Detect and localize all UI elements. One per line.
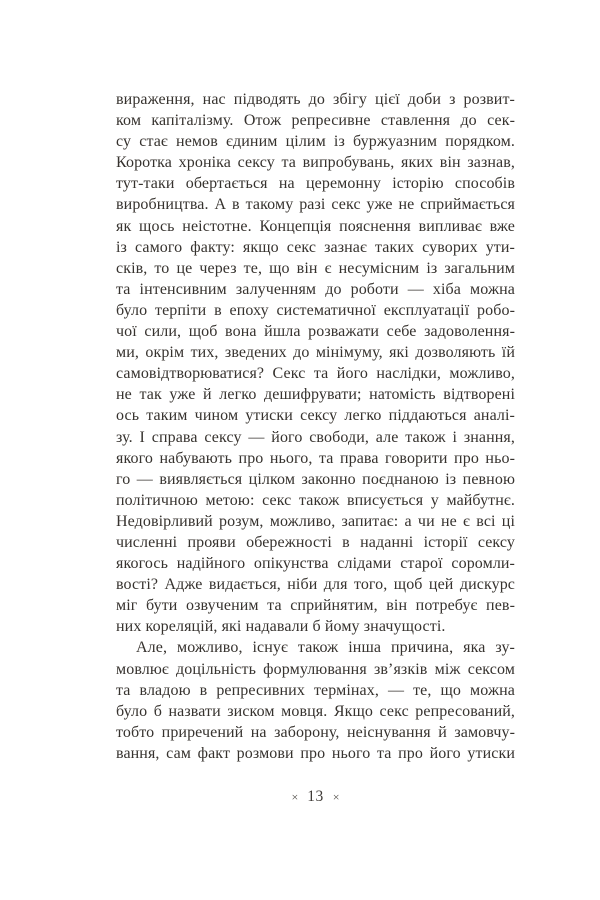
text-line: зу. І справа сексу — його свободи, але також і знання, — [116, 428, 515, 446]
text-line: вання, сам факт розмови про нього та про його утиски — [116, 744, 515, 762]
text-line: тут-таки обертається на церемонну історію способів — [116, 175, 515, 193]
text-line: ми, окрім тих, зведених до мінімуму, які дозволяють їй — [116, 344, 515, 362]
text-line: го — виявляється цілком законно поєднаною із певною — [116, 470, 515, 488]
text-line: мовлює доцільність формулювання зв’язків між сексом — [116, 660, 515, 678]
footer-ornament-right: × — [332, 790, 340, 804]
text-line: було б назвати зиском мовця. Якщо секс репресований, — [116, 702, 515, 720]
text-line: них кореляцій, які надавали б йому значущості. — [116, 618, 446, 636]
page-footer — [116, 785, 515, 809]
text-line: політичною метою: секс також вписується у майбутнє. — [116, 491, 515, 509]
text-line: було терпіти в епоху систематичної експлуатації робо- — [116, 301, 515, 319]
page-number: 13 — [307, 788, 324, 806]
text-line: тобто приречений на заборону, неіснування й замовчу- — [116, 723, 515, 741]
text-line: та інтенсивним залученням до роботи — хіба можна — [116, 280, 515, 298]
text-line: вості? Адже видається, ніби для того, щоб цей дискурс — [116, 576, 515, 594]
text-block — [116, 89, 515, 764]
text-line: вираження, нас підводять до збігу цієї доби з розвит- — [116, 91, 515, 108]
text-line: Але, можливо, існує також інша причина, яка зу- — [136, 639, 515, 657]
text-line: су стає немов єдиним цілим із буржуазним порядком. — [116, 133, 515, 151]
text-line: сків, то це через те, що він є несумісним із загальним — [116, 259, 515, 277]
text-line: Коротка хроніка сексу та випробувань, яких він зазнав, — [116, 154, 515, 172]
text-line: як щось неістотне. Концепція пояснення випливає вже — [116, 217, 515, 235]
text-line: ком капіталізму. Отож репресивне ставлення до сек- — [116, 112, 515, 130]
text-line: виробництва. А в такому разі секс уже не сприймається — [116, 196, 515, 214]
text-line: якогось надійного опікунства слідами старої соромли- — [116, 555, 515, 573]
footer-ornament-left: × — [291, 790, 299, 804]
text-line: Недовірливий розум, можливо, запитає: а чи не є всі ці — [116, 512, 515, 530]
text-line: міг бути озвученим та сприйнятим, він потребує пев- — [116, 597, 515, 615]
text-line: численні прояви обережності в наданні історії сексу — [116, 533, 515, 551]
text-line: самовідтворюватися? Секс та його наслідки, можливо, — [116, 365, 515, 383]
text-line: та владою в репресивних термінах, — те, що можна — [116, 681, 515, 699]
text-line: не так уже й легко дешифрувати; натомість відтворені — [116, 386, 515, 404]
text-line: ось таким чином утиски сексу легко піддаються аналі- — [116, 407, 515, 425]
text-line: якого набувають про нього, та права говорити про ньо- — [116, 449, 515, 467]
text-line: із самого факту: якщо секс зазнає таких суворих ути- — [116, 238, 515, 256]
text-line: чої сили, щоб вона йшла розважати себе задоволення- — [116, 323, 515, 341]
